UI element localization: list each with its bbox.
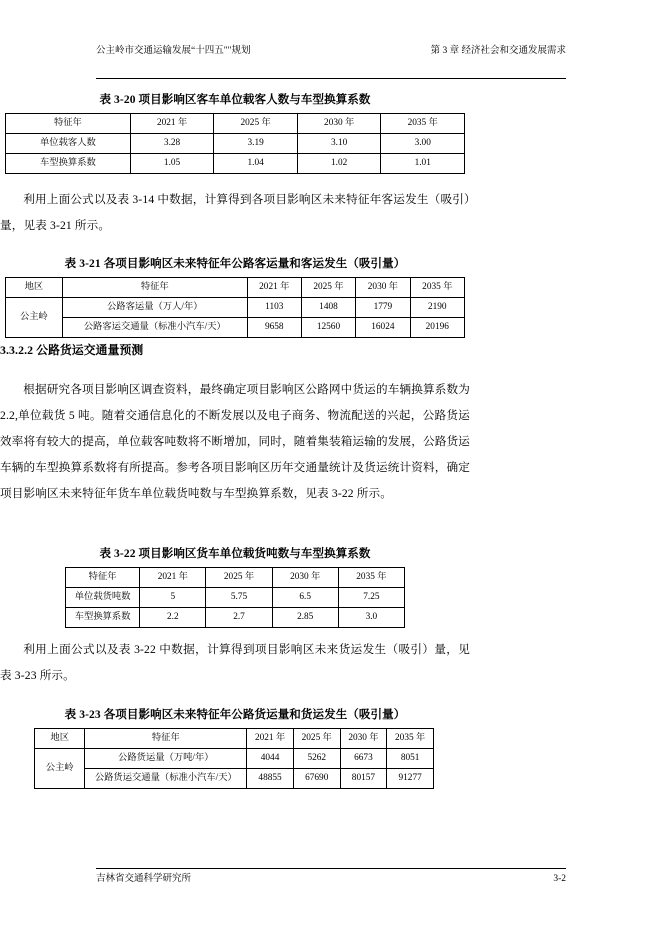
table-cell: 5.75	[206, 588, 272, 608]
page-header	[96, 44, 566, 59]
table-cell: 1.01	[381, 154, 465, 174]
table-cell: 2030 年	[272, 568, 338, 588]
table-cell: 2190	[410, 298, 464, 318]
table-cell: 2025 年	[214, 114, 298, 134]
paragraph-1-block	[0, 187, 470, 239]
table-cell-region: 公主岭	[6, 298, 63, 338]
table-cell: 9658	[247, 318, 301, 338]
table-cell: 4044	[247, 749, 294, 769]
table-cell: 公路货运交通量（标准小汽车/天）	[85, 769, 247, 789]
table-cell: 80157	[340, 769, 387, 789]
page-footer	[96, 872, 566, 886]
table-row	[6, 134, 465, 154]
table-cell: 2035 年	[338, 568, 404, 588]
table-cell: 2035 年	[410, 278, 464, 298]
table-cell: 单位载客人数	[6, 134, 131, 154]
table-cell: 5262	[293, 749, 340, 769]
table-cell: 公路客运交通量（标准小汽车/天）	[62, 318, 247, 338]
table-cell: 48855	[247, 769, 294, 789]
table-cell: 3.0	[338, 608, 404, 628]
table-cell: 6673	[340, 749, 387, 769]
table-cell: 2035 年	[381, 114, 465, 134]
table-3-20	[5, 113, 465, 174]
table-cell: 车型换算系数	[6, 154, 131, 174]
table-cell-region: 公主岭	[35, 749, 85, 789]
footer-institute: 吉林省交通科学研究所	[96, 874, 192, 884]
table-cell: 12560	[301, 318, 355, 338]
section-heading-block	[0, 341, 470, 359]
table-cell: 公路货运量（万吨/年）	[85, 749, 247, 769]
header-title-left: 公主岭市交通运输发展“十四五""规划	[96, 46, 251, 56]
table-3-21-block	[0, 256, 470, 338]
table-row	[35, 749, 434, 769]
table-cell: 特征年	[6, 114, 131, 134]
table-row	[35, 729, 434, 749]
table-cell: 2025 年	[301, 278, 355, 298]
table-cell: 车型换算系数	[66, 608, 140, 628]
table-cell: 8051	[387, 749, 434, 769]
table-cell: 2021 年	[247, 729, 294, 749]
table-row	[6, 154, 465, 174]
table-cell: 3.10	[297, 134, 381, 154]
table-row	[6, 114, 465, 134]
table-cell: 特征年	[66, 568, 140, 588]
table-3-23-block	[0, 707, 470, 789]
table-cell: 20196	[410, 318, 464, 338]
table-row	[66, 608, 405, 628]
paragraph-2: 根据研究各项目影响区调查资料，最终确定项目影响区公路网中货运的车辆换算系数为 2.2,单位载货 5 吨。随着交通信息化的不断发展以及电子商务、物流配送的兴起，公路货运效率将有较大的提高，单位载客吨数将不断增加，同时，随着集装箱运输的发展，公路货运车辆的车型换算系数将有所提高。参考各项目影响区历年交通量统计及货运统计资料，确定项目影响区未来特征年货车单位载货吨数与车型换算系数，见表 3-22 所示。	[0, 383, 470, 500]
table-cell: 2030 年	[340, 729, 387, 749]
table-3-20-block	[0, 92, 470, 174]
table-row	[66, 568, 405, 588]
table-cell: 2035 年	[387, 729, 434, 749]
table-3-22	[65, 567, 405, 628]
table-cell: 6.5	[272, 588, 338, 608]
table-3-21	[5, 277, 465, 338]
table-cell: 1.04	[214, 154, 298, 174]
table-3-23-title: 表 3-23 各项目影响区未来特征年公路货运量和货运发生（吸引量）	[64, 709, 406, 721]
table-cell: 5	[140, 588, 206, 608]
table-3-23	[34, 728, 434, 789]
table-cell: 2030 年	[356, 278, 410, 298]
table-cell: 2021 年	[140, 568, 206, 588]
table-cell: 3.28	[130, 134, 214, 154]
table-cell: 公路客运量（万人/年）	[62, 298, 247, 318]
table-cell: 2021 年	[247, 278, 301, 298]
table-cell: 2.2	[140, 608, 206, 628]
table-cell: 67690	[293, 769, 340, 789]
footer-page-number: 3-2	[553, 874, 566, 884]
table-cell: 地区	[6, 278, 63, 298]
table-cell: 2025 年	[293, 729, 340, 749]
table-3-22-title: 表 3-22 项目影响区货车单位载货吨数与车型换算系数	[99, 548, 371, 560]
table-cell: 特征年	[85, 729, 247, 749]
table-cell: 1103	[247, 298, 301, 318]
table-cell: 16024	[356, 318, 410, 338]
header-title-right: 第 3 章 经济社会和交通发展需求	[430, 46, 566, 56]
table-row	[6, 298, 465, 318]
table-cell: 特征年	[62, 278, 247, 298]
table-cell: 2.85	[272, 608, 338, 628]
table-3-21-title: 表 3-21 各项目影响区未来特征年公路客运量和客运发生（吸引量）	[64, 258, 406, 270]
table-cell: 3.19	[214, 134, 298, 154]
header-rule	[96, 78, 566, 79]
paragraph-2-block	[0, 377, 470, 507]
table-cell: 2025 年	[206, 568, 272, 588]
table-cell: 2030 年	[297, 114, 381, 134]
table-3-20-title: 表 3-20 项目影响区客车单位载客人数与车型换算系数	[99, 94, 371, 106]
table-row	[66, 588, 405, 608]
table-cell: 单位载货吨数	[66, 588, 140, 608]
paragraph-3-block	[0, 637, 470, 689]
paragraph-1: 利用上面公式以及表 3-14 中数据，计算得到各项目影响区未来特征年客运发生（吸引）量，见表 3-21 所示。	[0, 193, 470, 232]
table-row	[6, 278, 465, 298]
paragraph-3: 利用上面公式以及表 3-22 中数据，计算得到项目影响区未来货运发生（吸引）量，见表 3-23 所示。	[0, 643, 470, 682]
table-row	[35, 769, 434, 789]
footer-rule	[96, 868, 566, 869]
table-cell: 地区	[35, 729, 85, 749]
table-row	[6, 318, 465, 338]
table-cell: 1.02	[297, 154, 381, 174]
table-3-22-block	[0, 546, 470, 628]
table-cell: 1779	[356, 298, 410, 318]
table-cell: 1.05	[130, 154, 214, 174]
table-cell: 91277	[387, 769, 434, 789]
table-cell: 7.25	[338, 588, 404, 608]
section-heading: 3.3.2.2 公路货运交通量预测	[0, 343, 144, 357]
table-cell: 3.00	[381, 134, 465, 154]
table-cell: 2021 年	[130, 114, 214, 134]
table-cell: 1408	[301, 298, 355, 318]
table-cell: 2.7	[206, 608, 272, 628]
